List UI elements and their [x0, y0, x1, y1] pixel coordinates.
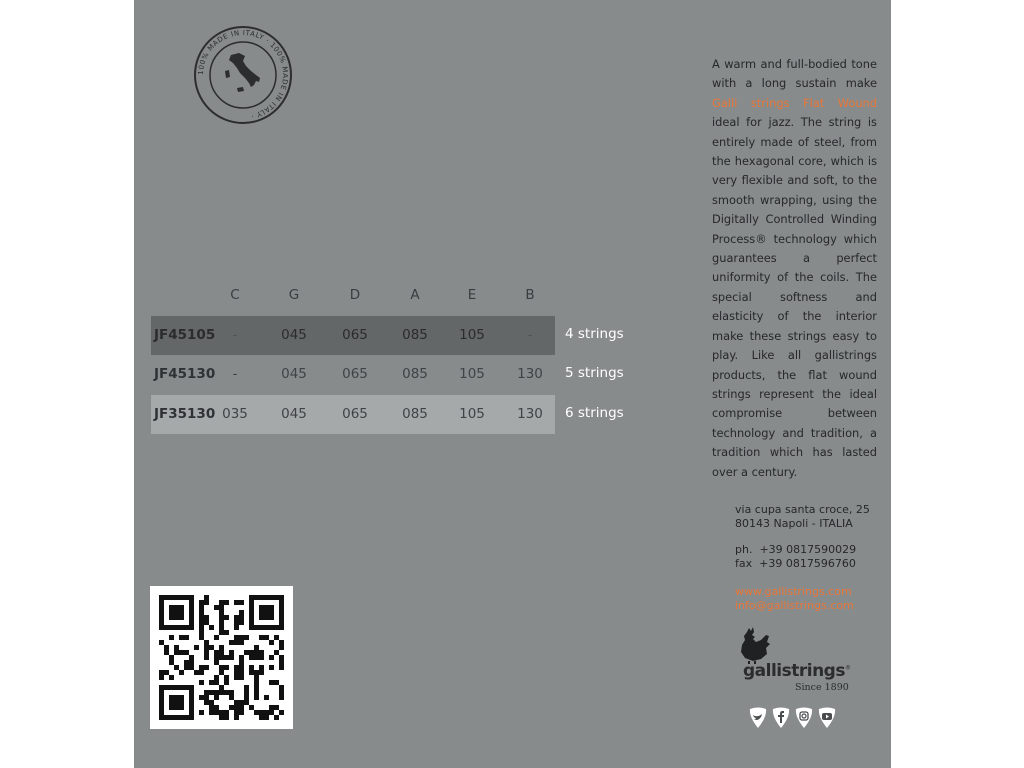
twitter-icon[interactable]: [748, 707, 768, 729]
gauge-value: 130: [517, 366, 543, 382]
web-block: [735, 585, 854, 613]
italy-map-icon: [225, 53, 260, 92]
description-text: A warm and full-bodied tone with a long sustain make: [712, 57, 877, 91]
description-text: ideal for jazz. The string is entirely made of steel, from the hexagonal core, which is very flexible and soft, to the smooth wrapping, using the Digitally Controlled Winding Process® technology which guarantees a perfect uniformity of the coils. The special softness and elasticity of the interior make these strings easy to play. Like all gallistrings products, the flat wound strings represent the ideal compromise between technology and tradition, a tradition which has lasted over a century.: [712, 115, 877, 479]
registered-mark: ®: [844, 664, 851, 672]
header-d: D: [349, 287, 361, 303]
gauge-value: 085: [402, 366, 428, 382]
gauge-value: 085: [402, 406, 428, 422]
brand-name: gallistrings: [743, 661, 845, 681]
table-row: [151, 395, 624, 434]
gauge-table-header: [151, 287, 555, 305]
fax-number: fax +39 0817596760: [735, 557, 856, 570]
gauge-value: 130: [517, 406, 543, 422]
product-back-panel: [134, 0, 891, 768]
gauge-value: 065: [342, 406, 368, 422]
brand-highlight: Galli strings Flat Wound: [712, 95, 877, 110]
gallistrings-logo: [731, 626, 851, 696]
header-b: B: [525, 287, 535, 303]
rooster-icon: [733, 626, 773, 664]
facebook-icon[interactable]: [771, 707, 791, 729]
header-c: C: [230, 287, 240, 303]
gauge-value: 065: [342, 366, 368, 382]
gauge-value: 085: [402, 327, 428, 343]
product-code: JF45130: [154, 366, 216, 382]
table-row: [151, 355, 624, 394]
gauge-value: -: [232, 327, 238, 343]
product-code: JF35130: [154, 406, 216, 422]
instagram-icon[interactable]: [794, 707, 814, 729]
gauge-value: 065: [342, 327, 368, 343]
logo-wordmark: [743, 661, 850, 681]
table-row: [151, 316, 624, 355]
string-count-label: 5 strings: [565, 365, 624, 381]
website-link[interactable]: www.gallistrings.com: [735, 585, 852, 598]
since-label: Since 1890: [795, 682, 849, 693]
made-in-italy-seal: [193, 25, 293, 125]
youtube-icon[interactable]: [817, 707, 837, 729]
product-description: [712, 55, 877, 482]
gauge-value: 105: [459, 366, 485, 382]
gauge-value: 045: [281, 327, 307, 343]
gauge-value: 105: [459, 327, 485, 343]
string-count-label: 4 strings: [565, 326, 624, 342]
header-g: G: [288, 287, 300, 303]
phone-number: ph. +39 0817590029: [735, 543, 857, 556]
gauge-value: -: [232, 366, 238, 382]
email-link[interactable]: info@gallistrings.com: [735, 599, 854, 612]
header-e: E: [467, 287, 477, 303]
gauge-value: 045: [281, 406, 307, 422]
qr-code[interactable]: [150, 586, 293, 729]
header-a: A: [410, 287, 420, 303]
gauge-value: -: [527, 327, 533, 343]
address-line: 80143 Napoli - ITALIA: [735, 517, 853, 530]
gauge-value: 045: [281, 366, 307, 382]
address-line: via cupa santa croce, 25: [735, 503, 870, 516]
gauge-value: 105: [459, 406, 485, 422]
qr-code-image: [150, 586, 293, 729]
product-code: JF45105: [154, 327, 216, 343]
seal-ring-text: 100% MADE IN ITALY · 100% MADE IN ITALY ·: [196, 28, 290, 121]
phone-block: [735, 543, 856, 571]
string-count-label: 6 strings: [565, 405, 624, 421]
address-block: [735, 503, 870, 531]
gauge-value: 035: [222, 406, 248, 422]
